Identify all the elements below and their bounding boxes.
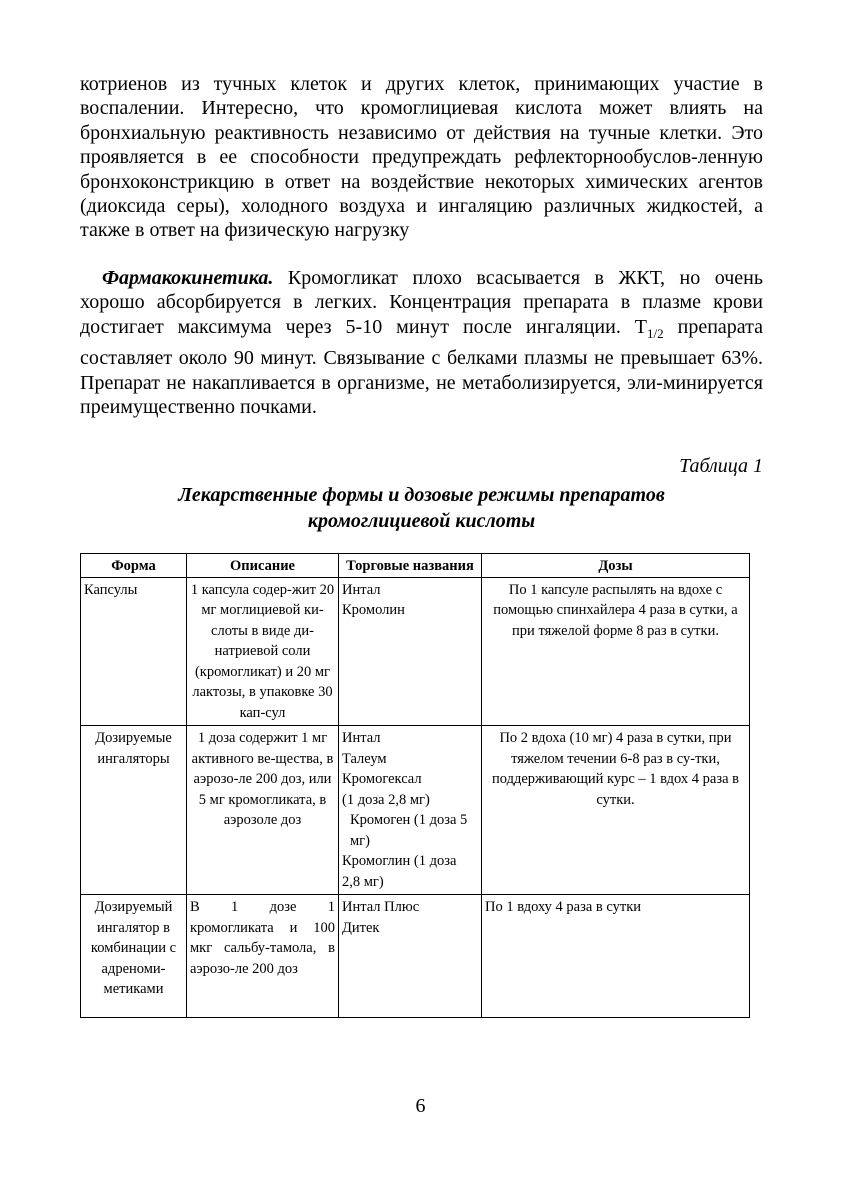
table-row	[81, 577, 750, 726]
trade-name: (1 доза 2,8 мг)	[342, 791, 430, 808]
trade-name: Талеум	[342, 750, 387, 767]
cell-description: 1 капсула содер-жит 20 мг моглициевой ки-слоты в виде ди-натриевой соли (кромогликат) и 20 мг лактозы, в упаковке 30 кап-сул	[187, 577, 339, 726]
half-life-subscript: 1/2	[647, 325, 664, 341]
cell-form: Капсулы	[81, 577, 187, 726]
trade-name: Кромоген (1 доза 5 мг)	[350, 812, 468, 849]
cell-trade-names	[339, 895, 482, 1018]
trade-name: Кромогексал	[342, 771, 422, 787]
cell-form: Дозируемые ингаляторы	[81, 726, 187, 895]
trade-name: Интал	[342, 730, 381, 746]
trade-name: Кромолин	[342, 602, 405, 618]
dosage-forms-table	[80, 553, 750, 1018]
header-description: Описание	[187, 554, 339, 578]
cell-description: 1 доза содержит 1 мг активного ве-щества, в аэрозо-ле 200 доз, или 5 мг кромогликата, в аэрозоле доз	[187, 726, 339, 895]
header-trade-names: Торговые названия	[339, 554, 482, 578]
trade-name: Интал Плюс	[342, 899, 420, 915]
trade-name: Кромоглин (1 доза 2,8 мг)	[342, 853, 457, 890]
paragraph-pharmacokinetics	[80, 266, 763, 419]
trade-name: Интал	[342, 581, 381, 598]
cell-trade-names	[339, 577, 482, 726]
trade-name: Дитек	[342, 919, 380, 936]
table-row	[81, 895, 750, 1018]
cell-doses: По 1 капсуле распылять на вдохе с помощью спинхайлера 4 раза в сутки, а при тяжелой форме 8 раз в сутки.	[482, 577, 750, 726]
header-doses: Дозы	[482, 554, 750, 578]
table-label: Таблица 1	[679, 455, 763, 477]
pharmacokinetics-text-b: препарата составляет около 90 минут. Связывание с белками плазмы не превышает 63%. Препарат не накапливается в организме, не метаболизируется, эли-минируется преимущественно почками.	[80, 315, 763, 419]
cell-form: Дозируемый ингалятор в комбинации с адреноми-метиками	[81, 895, 187, 1018]
table-title	[80, 482, 763, 534]
pharmacokinetics-text-a: Кромогликат плохо всасывается в ЖКТ, но очень хорошо абсорбируется в легких. Концентрация препарата в плазме крови достигает максимума через 5-10 минут после ингаляции. Т	[80, 267, 763, 338]
pharmacokinetics-heading: Фармакокинетика.	[102, 267, 274, 289]
table-row	[81, 726, 750, 895]
cell-doses: По 1 вдоху 4 раза в сутки	[482, 895, 750, 1018]
table-title-line-1: Лекарственные формы и дозовые режимы препаратов	[178, 484, 665, 506]
page-number: 6	[415, 1095, 426, 1117]
paragraph-pharmacodynamics: котриенов из тучных клеток и других клеток, принимающих участие в воспалении. Интересно, что кромоглициевая кислота может влиять на бронхиальную реактивность независимо от действия на тучные клетки. Это проявляется в ее способности предупреждать рефлекторнообуслов-ленную бронхоконстрикцию в ответ на воздействие некоторых химических агентов (диоксида серы), холодного воздуха и ингаляцию различных жидкостей, а также в ответ на физическую нагрузку	[80, 73, 763, 242]
table-header-row	[81, 554, 750, 578]
cell-description: В 1 дозе 1 кромогликата и 100 мкг сальбу-тамола, в аэрозо-ле 200 доз	[187, 895, 339, 1018]
header-form: Форма	[81, 554, 187, 578]
cell-trade-names	[339, 726, 482, 895]
cell-doses: По 2 вдоха (10 мг) 4 раза в сутки, при тяжелом течении 6-8 раз в су-тки, поддерживающий курс – 1 вдох 4 раза в сутки.	[482, 726, 750, 895]
table-title-line-2: кромоглициевой кислоты	[307, 510, 536, 532]
